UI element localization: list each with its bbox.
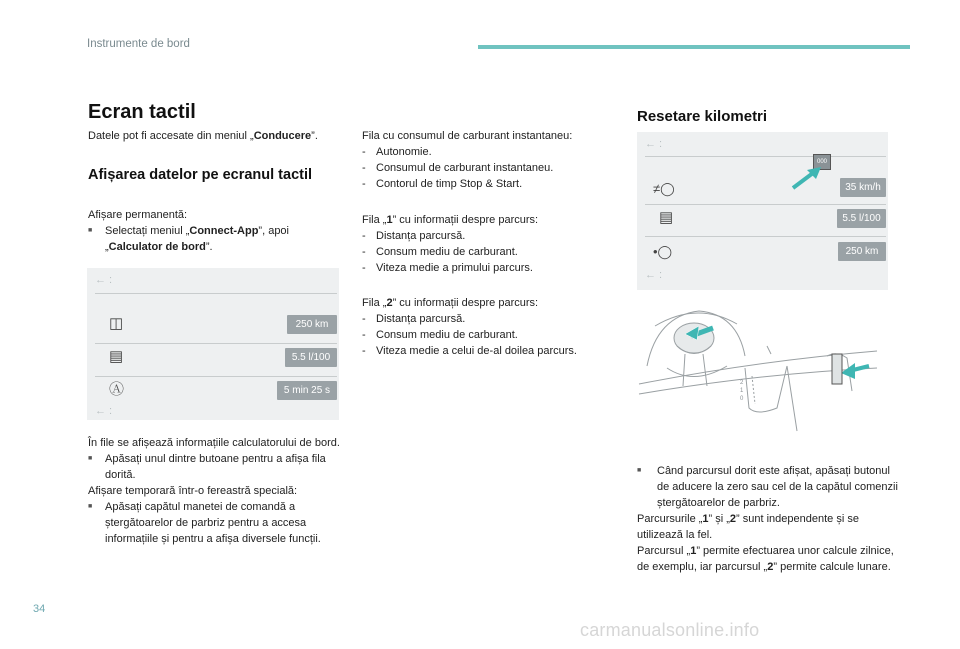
consumption-value[interactable]: 5.5 l/100 (837, 209, 886, 228)
page-title: Ecran tactil (88, 101, 196, 123)
step-text: ”, apoi (258, 225, 289, 237)
touchscreen-trip-reset (637, 132, 888, 290)
step-text: Selectați meniul „ (105, 225, 190, 237)
stop-start-timer-value[interactable]: 5 min 25 s (277, 381, 337, 400)
trip-number: 1 (690, 545, 697, 557)
trip-number: 1 (702, 513, 709, 525)
text: Parcursurile „ (637, 513, 703, 525)
speed-value[interactable]: 35 km/h (840, 178, 886, 197)
intro-suffix: ”. (311, 130, 318, 142)
block-title (362, 212, 612, 228)
block-title (362, 295, 622, 311)
svg-text:1: 1 (740, 388, 744, 394)
text: ” permite efectuarea unor calcule zilnice, de exemplu, iar parcursul „ (637, 545, 894, 573)
list-item: - Consumul de carburant instantaneu. (362, 160, 612, 176)
info-text: În file se afișează informațiile calculatorului de bord. (88, 437, 340, 449)
back-arrow-icon[interactable]: ← : (645, 138, 663, 150)
list-item: - Distanța parcursă. (362, 311, 622, 327)
trip-number: 2 (729, 513, 737, 525)
list-item: - Contorul de timp Stop & Start. (362, 176, 612, 192)
tab-select-step: ■ Apăsați unul dintre butoane pentru a afișa fila dorită. (88, 451, 348, 483)
trips-usage-text (637, 543, 899, 575)
trip-number: 2 (767, 561, 774, 573)
trip-number: 2 (386, 297, 393, 309)
title-text: Fila „ (362, 297, 387, 309)
list-item: - Distanța parcursă. (362, 228, 612, 244)
reset-step: ■ Când parcursul dorit este afișat, apăsați butonul de aducere la zero sau cel de la capătul comenzii ștergătoarelor de parbriz. (637, 463, 899, 511)
title-text: ” cu informații despre parcurs: (392, 297, 539, 309)
text: ” sunt independente și se utilizează la fel. (637, 513, 859, 541)
autonomy-value[interactable]: 250 km (287, 315, 337, 334)
car-distance-icon: •◯ (653, 244, 673, 259)
trip-1-tab-block (362, 212, 612, 276)
distance-value[interactable]: 250 km (838, 242, 886, 261)
svg-text:2: 2 (740, 380, 744, 386)
back-arrow-icon[interactable]: ← : (95, 274, 113, 286)
back-arrow-icon[interactable]: ← : (645, 269, 663, 281)
list-item: - Viteza medie a celui de-al doilea parcurs. (362, 343, 622, 359)
trip-2-tab-block (362, 295, 622, 359)
touchscreen-trip-computer (87, 268, 339, 420)
temporary-display-label: Afișare temporară într-o fereastră specială: (88, 485, 298, 497)
list-item: - Viteza medie a primului parcurs. (362, 260, 612, 276)
step-text: „ (105, 241, 109, 253)
text: ” și „ (708, 513, 730, 525)
list-item: - Autonomie. (362, 144, 612, 160)
permanent-display-block (88, 207, 348, 255)
steering-wiper-illustration (637, 296, 888, 446)
back-arrow-icon[interactable]: ← : (95, 405, 113, 417)
intro-menu-name: Conducere (253, 130, 312, 142)
svg-text:0: 0 (740, 396, 744, 402)
title-text: ” cu informații despre parcurs: (392, 214, 539, 226)
title-text: Fila „ (362, 214, 387, 226)
reset-button[interactable]: 000 (813, 154, 831, 170)
permanent-label: Afișare permanentă: (88, 209, 188, 221)
watermark: carmanualsonline.info (580, 620, 760, 640)
fuel-pump-icon: ◫ (109, 315, 124, 332)
trips-independent-text (637, 511, 899, 543)
pointer-arrow-icon (789, 166, 825, 190)
instant-fuel-tab-block (362, 128, 612, 192)
wiper-stalk-step: ■ Apăsați capătul manetei de comandă a ștergătoarelor de parbriz pentru a accesa informațiile și pentru a afișa diversele funcții. (88, 499, 348, 547)
text: Parcursul „ (637, 545, 691, 557)
consumption-value[interactable]: 5.5 l/100 (285, 348, 337, 367)
step-text: ”. (205, 241, 213, 253)
section-heading-display: Afișarea datelor pe ecranul tactil (88, 167, 313, 183)
page-number: 34 (33, 603, 46, 615)
intro-prefix: Datele pot fi accesate din meniul „ (88, 130, 254, 142)
text: ” permite calcule lunare. (773, 561, 891, 573)
section-accent-bar (478, 45, 910, 49)
car-speed-icon: ≠◯ (653, 181, 675, 196)
intro-text (88, 128, 358, 144)
permanent-step (88, 223, 348, 255)
trip-computer-menu: Calculator de bord (108, 241, 206, 253)
block-title: Fila cu consumul de carburant instantaneu: (362, 130, 573, 142)
section-heading-reset: Resetare kilometri (637, 108, 768, 125)
section-title: Instrumente de bord (87, 38, 190, 50)
connect-app-menu: Connect-App (189, 225, 259, 237)
trip-number: 1 (386, 214, 393, 226)
stop-start-icon: Ⓐ (109, 381, 125, 398)
reset-instructions (637, 463, 899, 575)
fuel-consumption-icon: ▤ (109, 348, 124, 365)
list-item: - Consum mediu de carburant. (362, 327, 622, 343)
fuel-consumption-icon: ▤ (659, 209, 674, 226)
list-item: - Consum mediu de carburant. (362, 244, 612, 260)
trip-computer-description (88, 435, 348, 547)
